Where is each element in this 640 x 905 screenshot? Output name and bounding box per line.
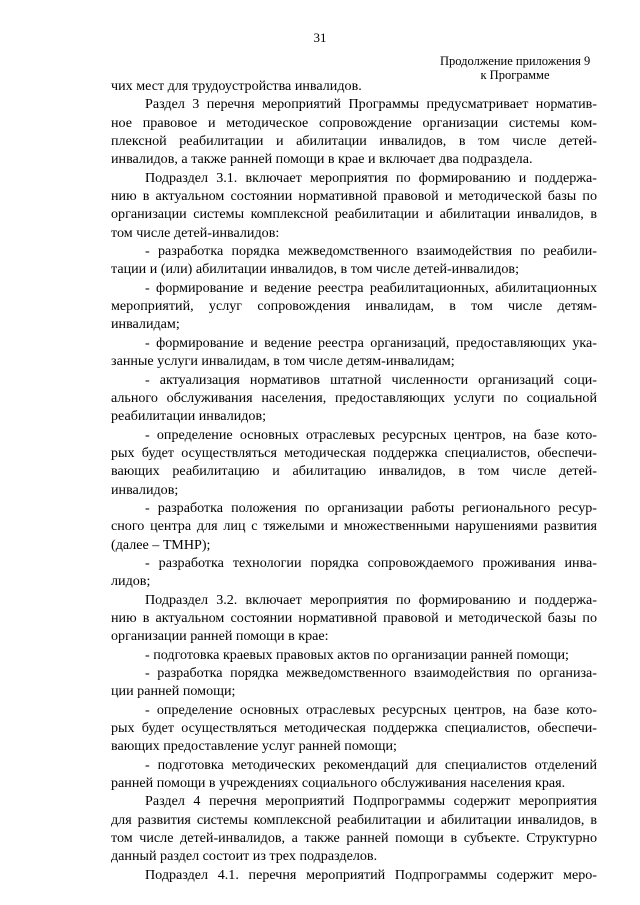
text-line: - актуализация нормативов штатной численности организаций соци- bbox=[145, 371, 597, 388]
text-line: нию в актуальном состоянии нормативной правовой и методической базы по bbox=[111, 609, 597, 626]
page-number: 31 bbox=[313, 30, 327, 45]
text-line: занные услуги инвалидам, в том числе детям-инвалидам; bbox=[111, 353, 455, 370]
text-line: лидов; bbox=[111, 573, 151, 590]
text-line: данный раздел состоит из трех подразделов. bbox=[111, 848, 378, 865]
text-line: тации и (или) абилитации инвалидов, в том числе детей-инвалидов; bbox=[111, 261, 519, 278]
text-line: - определение основных отраслевых ресурсных центров, на базе кото- bbox=[145, 701, 597, 718]
text-line: - формирование и ведение реестра организаций, предоставляющих ука- bbox=[145, 334, 597, 351]
text-line: для развития системы комплексной реабилитации и абилитации инвалидов, в bbox=[111, 811, 597, 828]
text-line: рых будет осуществляться методическая поддержка специалистов, обеспечи- bbox=[111, 444, 597, 461]
text-line: - разработка технологии порядка сопровождаемого проживания инва- bbox=[145, 554, 597, 571]
text-line: организации ранней помощи в крае: bbox=[111, 628, 329, 645]
text-line: инвалидам; bbox=[111, 316, 180, 333]
text-line: рых будет осуществляться методическая поддержка специалистов, обеспечи- bbox=[111, 720, 597, 737]
text-line: ранней помощи в учреждениях социального обслуживания населения края. bbox=[111, 775, 566, 792]
text-line: - формирование и ведение реестра реабилитационных, абилитационных bbox=[145, 279, 597, 296]
text-line: плексной реабилитации и абилитации инвалидов, в том числе детей- bbox=[111, 133, 597, 150]
text-line: сного центра для лиц с тяжелыми и множественными нарушениями развития bbox=[111, 518, 597, 535]
text-line: Раздел 3 перечня мероприятий Программы предусматривает норматив- bbox=[145, 96, 597, 113]
text-line: организации системы комплексной реабилитации и абилитации инвалидов, в bbox=[111, 206, 597, 223]
appendix-line-2: к Программе bbox=[480, 68, 550, 82]
text-line: мероприятий, услуг сопровождения инвалидам, в том числе детям- bbox=[111, 298, 597, 315]
text-line: ального обслуживания населения, предоставляющих услуги по социальной bbox=[111, 389, 597, 406]
text-line: Подраздел 3.1. включает мероприятия по формированию и поддержа- bbox=[145, 169, 597, 186]
text-line: Подраздел 4.1. перечня мероприятий Подпрограммы содержит меро- bbox=[145, 866, 597, 883]
text-line: Раздел 4 перечня мероприятий Подпрограммы содержит мероприятия bbox=[145, 793, 597, 810]
text-line: - подготовка краевых правовых актов по организации ранней помощи; bbox=[145, 646, 569, 663]
text-line: вающих реабилитацию и абилитацию инвалидов, в том числе детей- bbox=[111, 463, 597, 480]
text-line: вающих предоставление услуг ранней помощи; bbox=[111, 738, 397, 755]
body-text bbox=[111, 77, 597, 884]
text-line: реабилитации инвалидов; bbox=[111, 408, 267, 425]
appendix-line-1: Продолжение приложения 9 bbox=[440, 54, 591, 68]
text-line: том числе детей-инвалидов, а также ранней помощи в субъекте. Структурно bbox=[111, 830, 597, 847]
text-line: чих мест для трудоустройства инвалидов. bbox=[111, 78, 362, 94]
text-line: ное правовое и методическое сопровождение организации системы ком- bbox=[111, 114, 597, 131]
text-line: (далее – ТМНР); bbox=[111, 536, 211, 553]
text-line: Подраздел 3.2. включает мероприятия по формированию и поддержа- bbox=[145, 591, 597, 608]
text-line: инвалидов, а также ранней помощи в крае и включает два подраздела. bbox=[111, 151, 533, 168]
text-line: нию в актуальном состоянии нормативной правовой и методической базы по bbox=[111, 188, 597, 205]
text-line: - разработка порядка межведомственного взаимодействия по организа- bbox=[145, 665, 597, 681]
text-line: ции ранней помощи; bbox=[111, 683, 236, 700]
text-line: - определение основных отраслевых ресурсных центров, на базе кото- bbox=[145, 426, 597, 443]
text-line: - разработка положения по организации работы регионального ресур- bbox=[145, 499, 597, 516]
text-line: - подготовка методических рекомендаций для специалистов отделений bbox=[145, 756, 597, 773]
text-line: - разработка порядка межведомственного взаимодействия по реабили- bbox=[145, 243, 597, 260]
text-line: инвалидов; bbox=[111, 481, 179, 498]
text-line: том числе детей-инвалидов: bbox=[111, 224, 280, 241]
